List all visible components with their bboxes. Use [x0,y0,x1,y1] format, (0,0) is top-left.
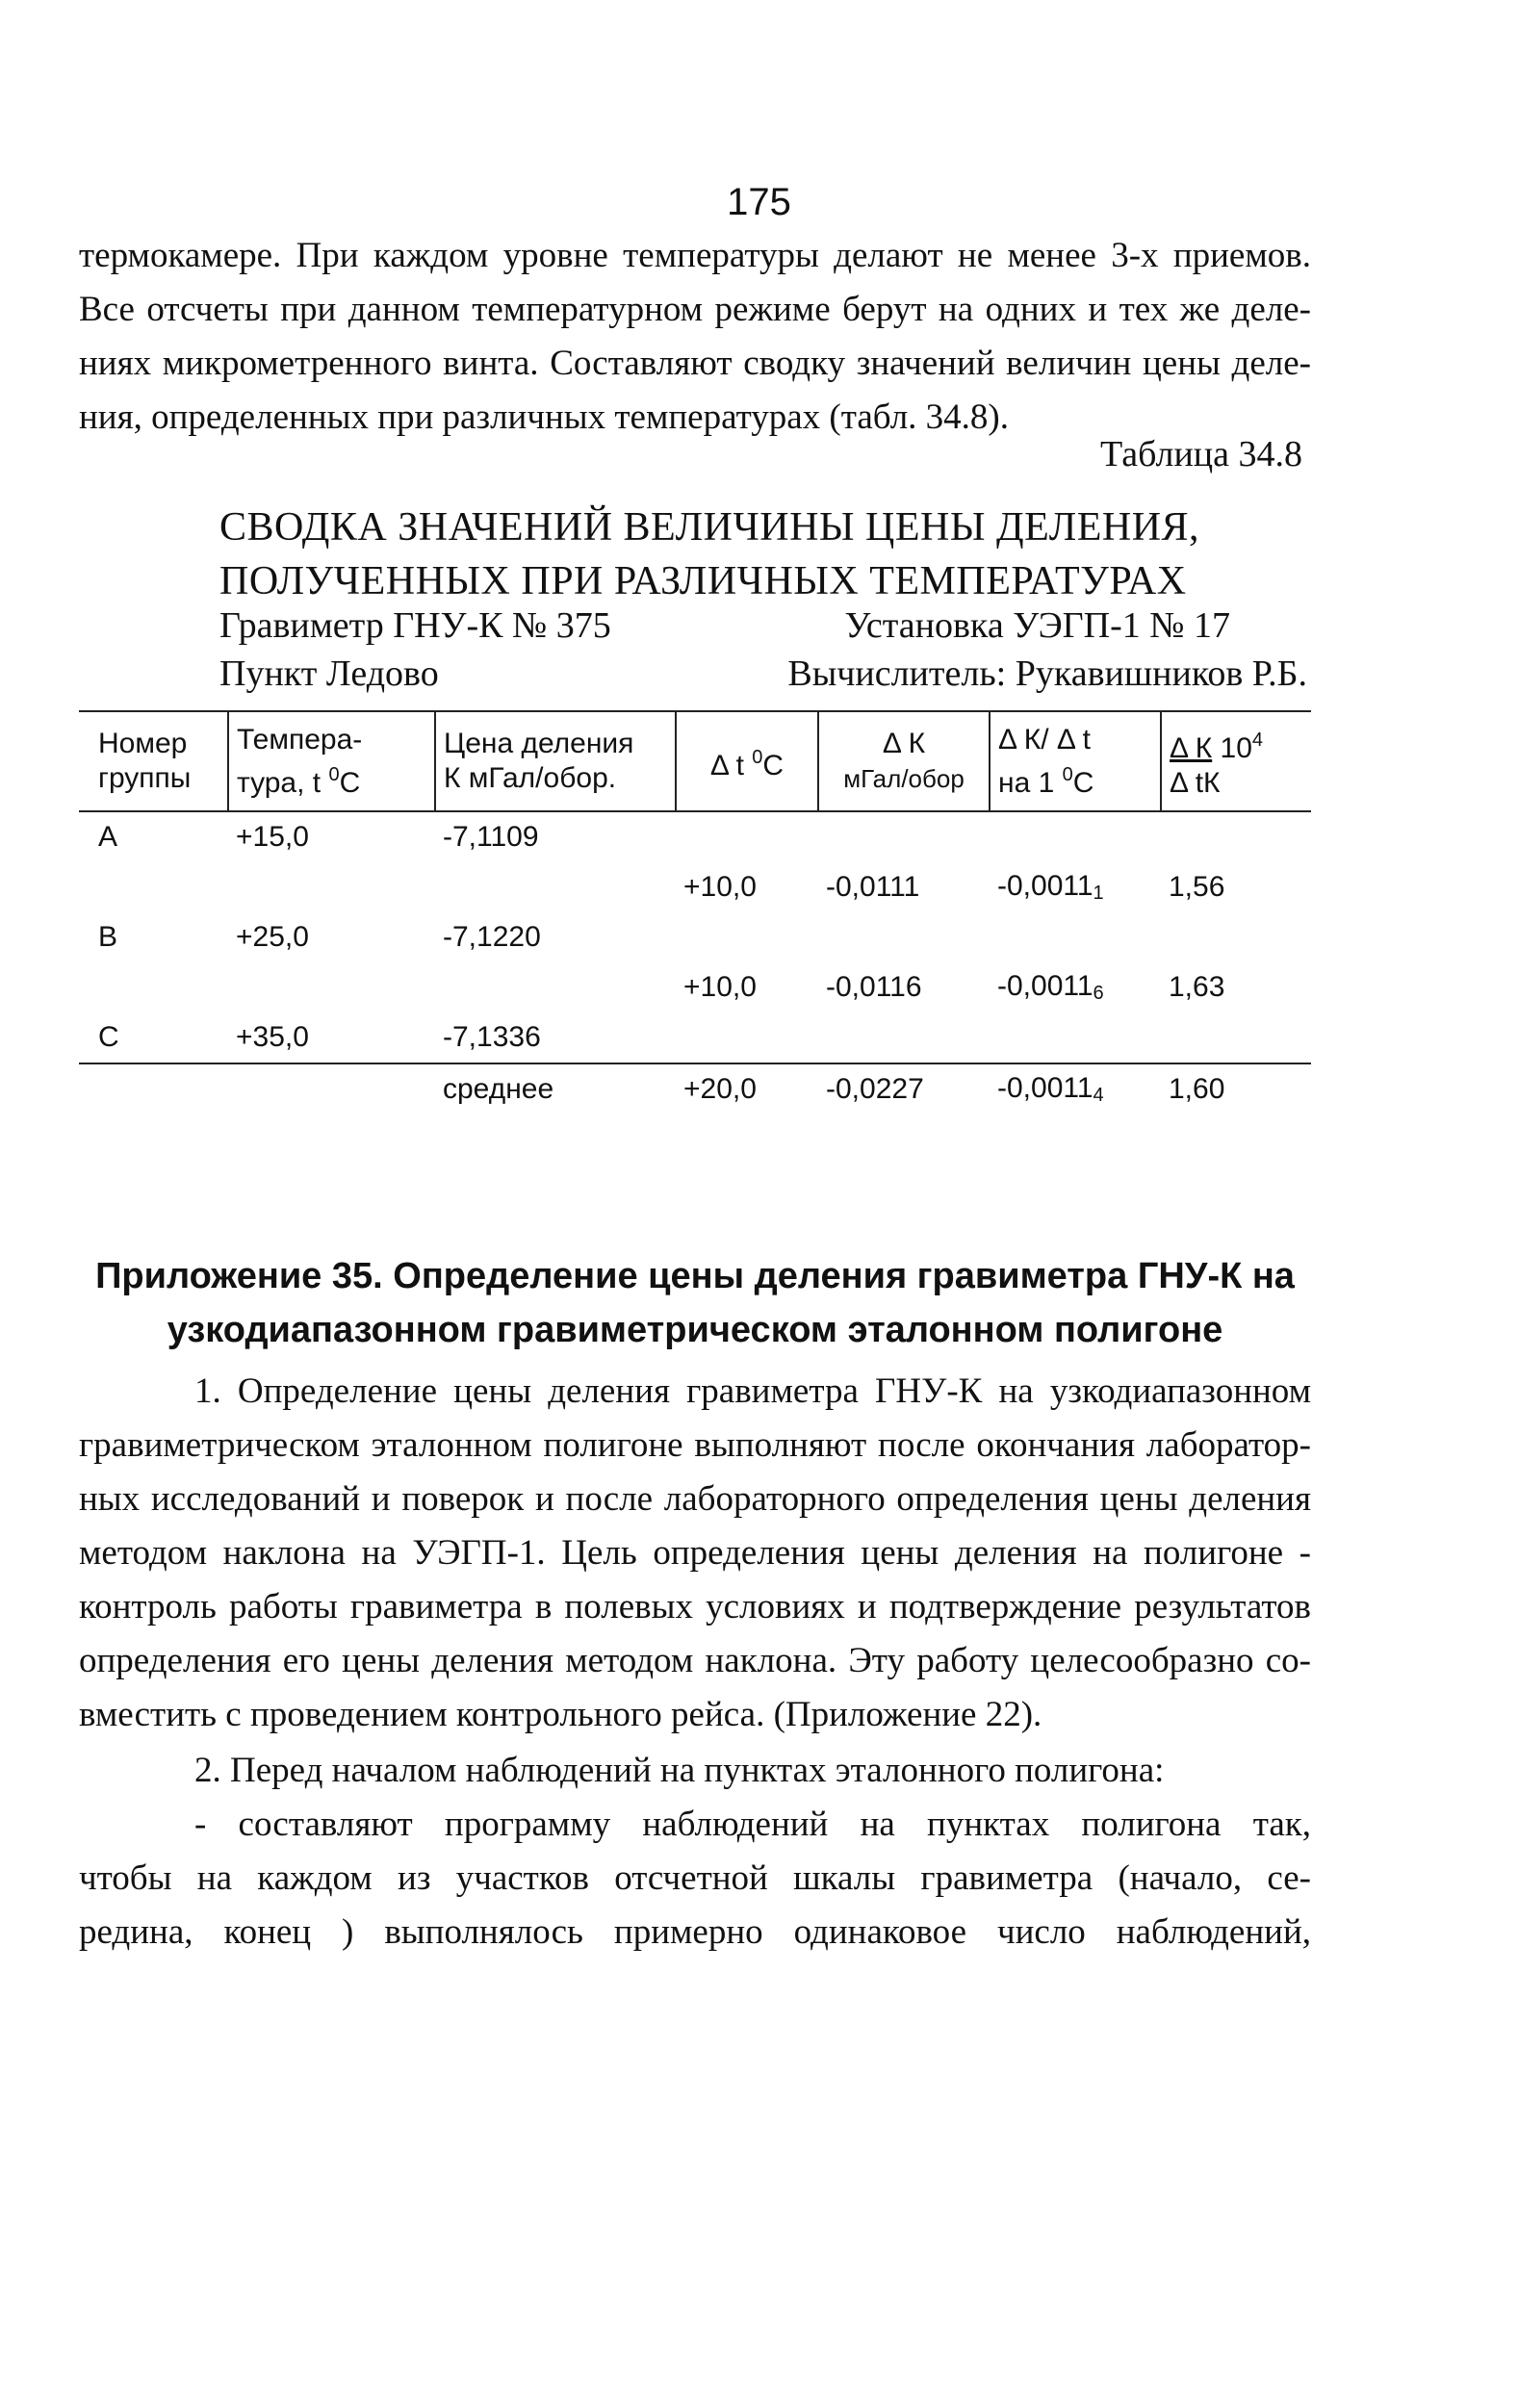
header-delta-k: Δ К мГал/обор [818,711,990,811]
table-meta-row [219,604,1307,647]
intro-paragraph [79,229,1311,445]
text-line: ниях микрометренного винта. Составляют сводку значений величин цены деле- [79,344,1311,383]
table-header-row [79,711,1311,811]
text-line: ных исследований и поверок и после лабораторного определения цены деления [79,1479,1311,1519]
table-title-line: ПОЛУЧЕННЫХ ПРИ РАЗЛИЧНЫХ ТЕМПЕРАТУРАХ [219,559,1187,603]
header-delta-t: Δ t $^0$C [676,711,818,811]
page-number: 175 [727,181,791,223]
header-coefficient: Δ К $10^4$ Δ tК [1161,711,1311,811]
table-summary-row: среднее +20,0 -0,0227 $-0,0011_4$ 1,60 [443,1072,1225,1106]
table-title-line: СВОДКА ЗНАЧЕНИЙ ВЕЛИЧИНЫ ЦЕНЫ ДЕЛЕНИЯ, [219,505,1200,550]
calculator-info: Вычислитель: Рукавишников Р.Б. [787,653,1307,694]
text-line: определения его цены деления методом наклона. Эту работу целесообразно со- [79,1641,1311,1680]
header-ratio: Δ К/ Δ t на 1 $^0$C [990,711,1161,811]
text-line: Все отсчеты при данном температурном режиме берут на одних и тех же деле- [79,290,1311,329]
heading-line: узкодиапазонном гравиметрическом эталонном полигоне [167,1310,1223,1350]
heading-line: Приложение 35. Определение цены деления гравиметра ГНУ-К на [95,1256,1295,1296]
text-line: термокамере. При каждом уровне температуры делают не менее 3-х приемов. [79,236,1311,275]
table-meta-row [219,653,1307,695]
table-row: +10,0 -0,0116 $-0,0011_6$ 1,63 [683,970,1225,1004]
header-temperature: Темпера- тура, t $^0$C [228,711,435,811]
header-group: Номер группы [98,728,192,794]
text-line: контроль работы гравиметра в полевых условиях и подтверждение результатов [79,1587,1311,1627]
table-row: A +15,0 -7,1109 [98,821,539,853]
text-line: чтобы на каждом из участков отсчетной шкалы гравиметра (начало, се- [79,1858,1311,1898]
text-line: - составляют программу наблюдений на пунктах полигона так, [194,1805,1311,1844]
paragraph-2 [79,1744,1311,1960]
table-row: +10,0 -0,0111 $-0,0011_1$ 1,56 [683,870,1225,904]
header-division-price: Цена деления К мГал/обор. [435,711,676,811]
data-table [79,710,1311,1114]
text-line: 1. Определение цены деления гравиметра ГНУ-К на узкодиапазонном [194,1371,1311,1411]
appendix-heading [79,1249,1311,1357]
installation-info: Установка УЭГП-1 № 17 [844,605,1230,646]
text-line: гравиметрическом эталонном полигоне выполняют после окончания лаборатор- [79,1425,1311,1465]
table-row: C +35,0 -7,1336 [79,1012,1311,1063]
table-label: Таблица 34.8 [1099,434,1302,474]
table-title [219,500,1199,608]
text-line: методом наклона на УЭГП-1. Цель определения цены деления на полигоне - [79,1533,1311,1573]
text-line: редина, конец ) выполнялось примерно одинаковое число наблюдений, [79,1912,1311,1952]
text-line: 2. Перед началом наблюдений на пунктах эталонного полигона: [194,1751,1165,1790]
text-line: вместить с проведением контрольного рейса. (Приложение 22). [79,1695,1042,1734]
paragraph-1 [79,1365,1311,1742]
text-line: ния, определенных при различных температурах (табл. 34.8). [79,397,1009,437]
gravimeter-info: Гравиметр ГНУ-К № 375 [219,605,611,646]
point-info: Пункт Ледово [219,653,439,694]
table-row: B +25,0 -7,1220 [98,921,541,953]
